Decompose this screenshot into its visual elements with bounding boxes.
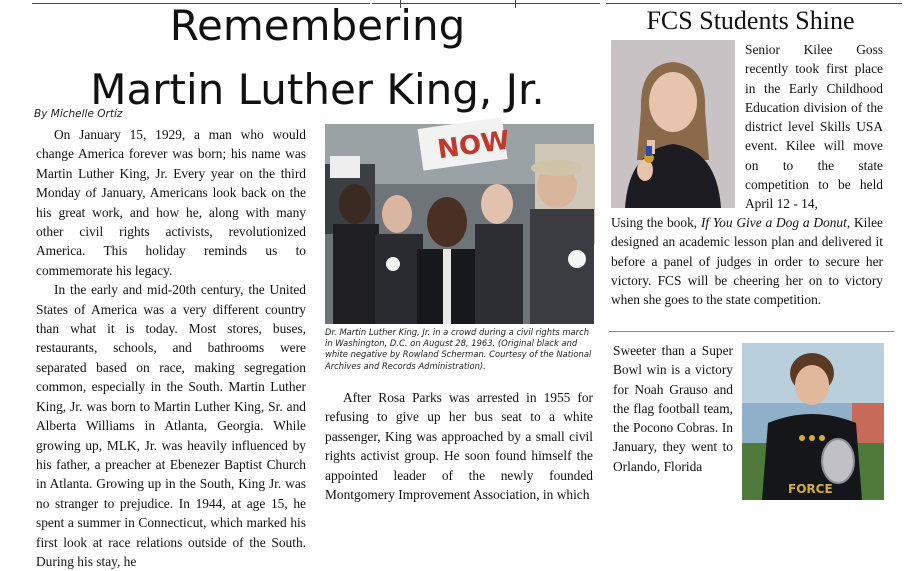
article-paragraph: On January 15, 1929, a man who would change America forever was born; his name was Martin Luther King, Jr. Every year on the third Monday of January, Americans look back on the his great work, and how he, along with many other civil rights activists, revolutionized America. This holiday reminds us to commemorate his legacy. xyxy=(36,127,306,278)
shirt-text: FORCE xyxy=(788,482,833,496)
kilee-story-paragraph xyxy=(611,213,883,309)
headline-line-2: Martin Luther King, Jr. xyxy=(90,65,545,114)
protest-sign-text: NOW xyxy=(435,125,512,166)
headline-line-1: Remembering xyxy=(169,1,466,50)
article-paragraph: After Rosa Parks was arrested in 1955 for refusing to give up her bus seat to a white passenger, King was approached by a small civil rights activist group. He soon found himself the appointed leader of the newly founded Montgomery Improvement Association, in which xyxy=(325,390,593,503)
top-rule-right xyxy=(606,3,902,4)
article-column-1 xyxy=(36,125,306,569)
kilee-story-lead: Using the book, xyxy=(611,215,701,230)
book-title: If You Give a Dog a Donut xyxy=(700,215,847,230)
article-paragraph: In the early and mid-20th century, the United States of America was a very different country than what it is today. Most stores, buses, restaurants, schools, and bathrooms were separated based on race, making segregation common, especially in the South. Martin Luther King, Jr. was born to Martin Luther King, Sr. and Alberta Williams in Atlanta, Georgia. While growing up, MLK, Jr. was heavily influenced by his father, a preacher at Ebenezer Baptist Church in Atlanta. Growing up in the South, King Jr. was no stranger to prejudice. In 1944, at age 15, he spent a summer in Connecticut, which marked his first look at race relations outside of the South. During his stay, he xyxy=(36,282,306,569)
sidebar-divider xyxy=(609,331,894,332)
mlk-march-photo xyxy=(325,124,594,324)
article-column-2 xyxy=(325,388,593,503)
kilee-photo xyxy=(611,40,735,208)
sidebar-title: FCS Students Shine xyxy=(646,6,855,35)
byline: By Michelle Ortiz xyxy=(34,108,123,120)
photo-caption: Dr. Martin Luther King, Jr. in a crowd during a civil rights march in Washington, D.C. on August 28, 1963. (Original black and white negative by Rowland Scherman. Courtesy of the National Archives and Records Administration). xyxy=(325,327,592,371)
noah-photo xyxy=(742,343,884,500)
kilee-story-top xyxy=(745,40,883,214)
kilee-story-text: Senior Kilee Goss recently took first place in the Early Childhood Education division of the district level Skills USA event. Kilee will move on to the state competition to be held April 12 - 14, xyxy=(745,42,883,212)
kilee-story-bottom xyxy=(611,213,883,309)
noah-story xyxy=(613,341,733,476)
noah-story-text: Sweeter than a Super Bowl win is a victory for Noah Grauso and the flag football team, the Pocono Cobras. In January, they went to Orlando, Florida xyxy=(613,343,733,474)
kilee-story-rest: , Kilee designed an academic lesson plan and delivered it before a panel of judges in order to secure her victory. FCS will be cheering her on to victory when she goes to the state competition. xyxy=(611,215,883,308)
